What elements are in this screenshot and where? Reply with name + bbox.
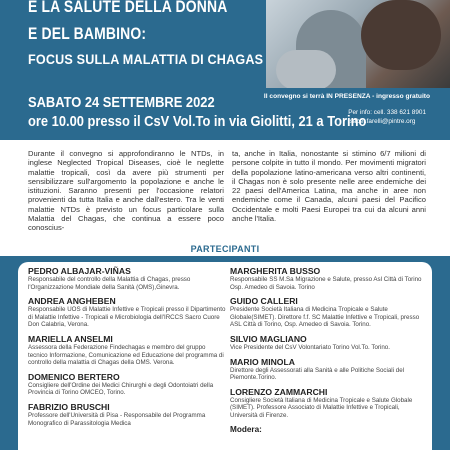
participant-role: Responsabile del controllo della Malattia di Chagas, presso l'Organizzazione Mondiale della Sanità (OMS),Ginevra. — [28, 276, 191, 291]
participant-name: FABRIZIO BRUSCHI — [28, 401, 110, 412]
contact-info — [348, 108, 426, 126]
intro-paragraph-right: ta, anche in Italia, nonostante si stimino 6/7 milioni di persone colpite in tutto il mondo. Per movimenti migratori della popolazione latino-americana verso altri continenti, il Chagas non è solo presente nelle aree endemiche dei 22 paesi dell'America Latina, ma anche in aree non endemiche come il Canada, alcuni paesi del Pacifico Occidentale e molti Paesi Europei tra cui da alcuni anni anche l'Italia. — [232, 149, 426, 224]
event-band — [0, 88, 450, 140]
participant-role: Consigliere dell'Ordine dei Medici Chirurghi e degli Odontoiatri della Provincia di Torino OMCEO, Torino. — [28, 381, 214, 397]
moderator-block — [230, 425, 426, 434]
participant-name: SILVIO MAGLIANO — [230, 333, 307, 344]
intro-paragraph-left: Durante il convegno si approfondiranno le NTDs, in inglese Neglected Tropical Diseases, cioè le neglette malattie tropicali, così da avere più strumenti per sensibilizzare sull'argomento la popolazione e anche le istituzioni. Saranno presenti per l'occasione relatori provenienti da tutta Italia e anche dall'estero. Tra le venti malattie NTDs è previsto un focus particolare sulla Malattia del Chagas, che continua a essere poco conoscius- — [28, 149, 224, 233]
header-photo — [266, 0, 450, 88]
participants-title: PARTECIPANTI — [190, 244, 260, 254]
participants-band — [0, 256, 450, 450]
intro-text-left — [28, 149, 224, 233]
contact-phone: Per info: cell. 338 621 8901 — [348, 109, 426, 116]
participant-name: DOMENICO BERTERO — [28, 371, 120, 382]
event-date: SABATO 24 SETTEMBRE 2022 — [28, 94, 215, 111]
participant-name: MARIO MINOLA — [230, 356, 295, 367]
participant-name: PEDRO ALBAJAR-VIÑAS — [28, 266, 131, 276]
participant — [230, 266, 426, 291]
participant-name: MARIELLA ANSELMI — [28, 333, 113, 344]
participant-role: Direttore degli Assessorati alla Sanità e alle Politiche Sociali del Piemonte.Torino. — [230, 366, 405, 382]
participant-role: Responsabile SS M.Sa Migrazione e Salute, presso Asl Città di Torino Osp. Amedeo di Savoia. Torino — [230, 276, 422, 291]
participant-role: Vice Presidente del CsV Volontariato Torino Vol.To. Torino. — [230, 343, 390, 351]
participant — [28, 372, 226, 397]
participant — [28, 402, 226, 427]
participant-name: LORENZO ZAMMARCHI — [230, 386, 328, 397]
moderator-label: Modera: — [230, 424, 262, 434]
participant-role: Consigliere Società Italiana di Medicina Tropicale e Salute Globale (SIMET). Professore Associato di Malattie Infettive e Tropicali, Università di Firenze. — [230, 396, 413, 419]
title-line-2: E DEL BAMBINO: — [28, 24, 147, 43]
intro-text-right — [232, 149, 426, 223]
participant — [230, 296, 426, 329]
participant — [28, 334, 226, 367]
participant — [230, 387, 426, 420]
title-subtitle: FOCUS SULLA MALATTIA DI CHAGAS — [28, 51, 264, 67]
participant-role: Assessora della Federazione Findechagas e membro del gruppo tecnico Informazione, Comunicazione ed Educazione del programma di controllo della malattia di Chagas della OMS. Verona. — [28, 343, 224, 367]
participant — [28, 266, 226, 291]
participant-name: GUIDO CALLERI — [230, 296, 298, 307]
participant-name: MARGHERITA BUSSO — [230, 266, 321, 276]
title-line-1: E LA SALUTE DELLA DONNA — [28, 0, 228, 16]
contact-email[interactable]: isabel.farelli@pintre.org — [348, 118, 416, 125]
participant-role: Responsabile UOS di Malattie Infettive e Tropicali presso il Dipartimento di Malattie Infettive - Tropicali e Microbiologia dell'IRCCS Sacro Cuore Don Calabria, Verona. — [28, 306, 226, 329]
event-time-location: ore 10.00 presso il CsV Vol.To in via Giolitti, 21 a Torino — [28, 113, 367, 130]
header-banner — [0, 0, 450, 88]
participant-role: Presidente Società Italiana di Medicina Tropicale e Salute Globale(SIMET). Direttore f.f. SC Malattie Infettive e Tropicali, presso ASL Città di Torino, Osp. Amedeo di Savoia. Torino. — [230, 306, 420, 329]
participant — [230, 334, 426, 352]
participant-name: ANDREA ANGHEBEN — [28, 296, 116, 307]
participants-left-column — [28, 266, 226, 432]
participants-card — [18, 262, 432, 450]
participant — [230, 357, 426, 382]
participant-role: Professore dell'Università di Pisa - Responsabile del Programma Monografico di Parassitologia Medica — [28, 411, 206, 427]
participant — [28, 296, 226, 329]
event-note: Il convegno si terrà IN PRESENZA - ingresso gratuito — [263, 93, 430, 100]
participants-right-column — [230, 266, 426, 434]
